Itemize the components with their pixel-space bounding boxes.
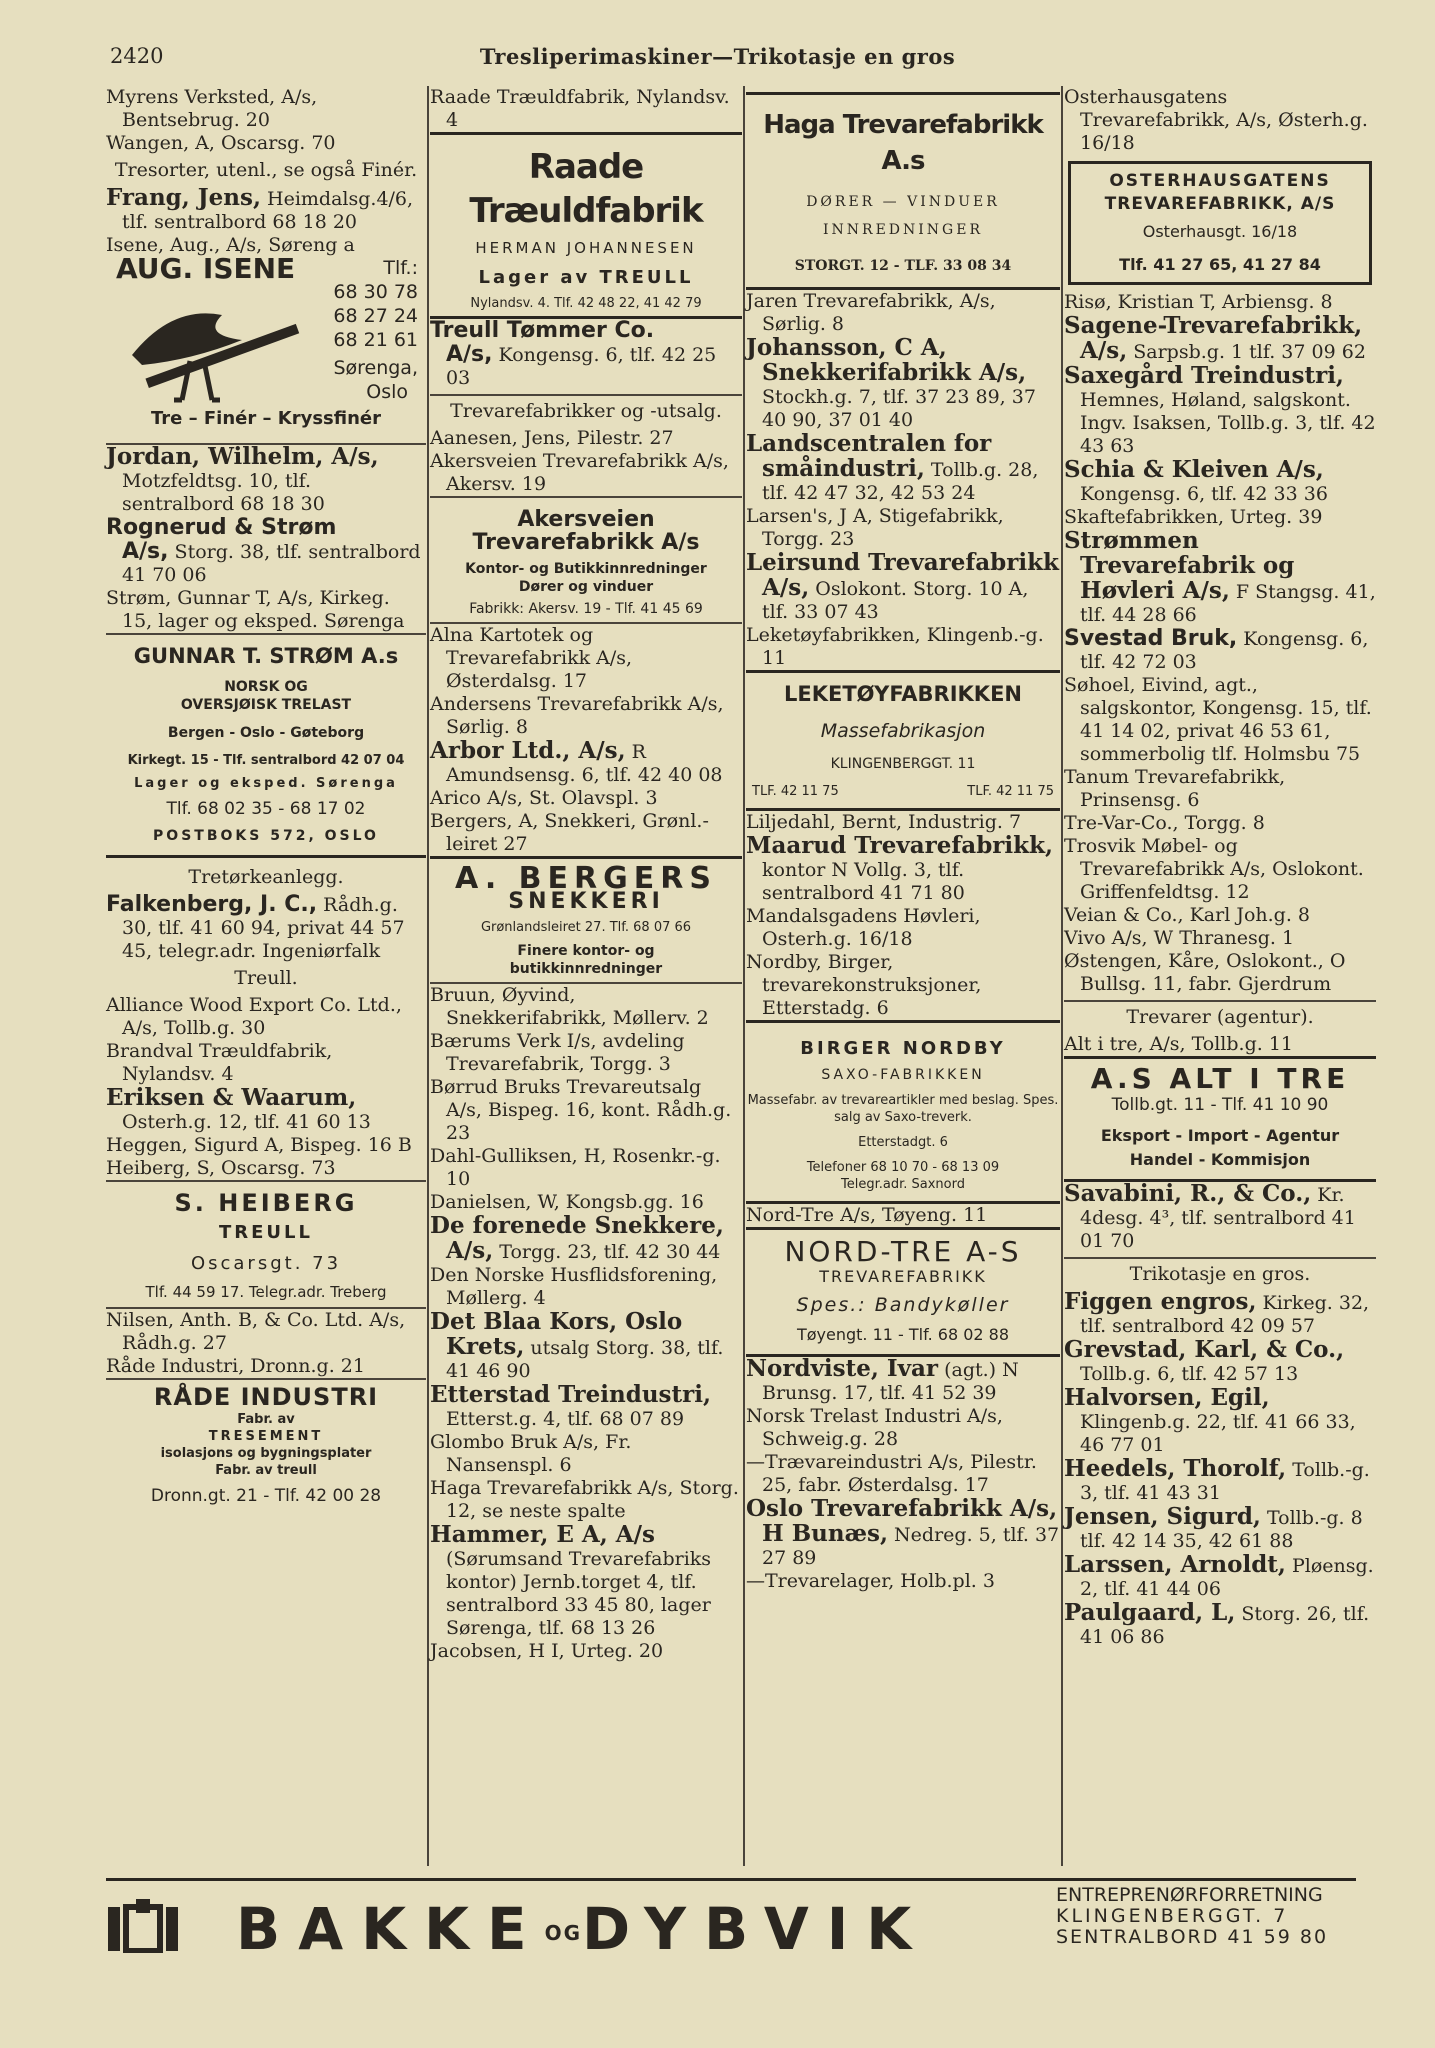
advertisement-akersveien <box>430 496 742 624</box>
page-header <box>110 44 1325 74</box>
listing-entry: Nord-Tre A/s, Tøyeng. 11 <box>746 1204 988 1226</box>
nordby-line: Massefabr. av trevareartikler med beslag. Spes. salg av Saxo-treverk. <box>747 1093 1059 1125</box>
listing-entry: Trosvik Møbel- og Trevarefabrikk A/s, Oslokont. Griffenfeldtsg. 12 <box>1064 835 1364 903</box>
isene-logo: AUG. ISENE <box>116 252 296 285</box>
divider <box>1064 1257 1376 1259</box>
alt-i-tre-line: Handel - Kommisjon <box>1129 1150 1311 1169</box>
rade-product: TRESEMENT <box>208 1429 324 1444</box>
leketoy-phones: TLF. 42 11 75 TLF. 42 11 75 <box>752 784 1054 799</box>
column-divider <box>1061 86 1063 1866</box>
category-heading: Trevarefabrikker og -utsalg. <box>450 400 722 422</box>
running-title: Tresliperimaskiner—Trikotasje en gros <box>479 44 956 69</box>
listing-entry: Jacobsen, H I, Urteg. 20 <box>430 1640 664 1662</box>
akersveien-line: Kontor- og Butikkinnredninger <box>465 561 707 577</box>
listing-entry: Grevstad, Karl, & Co., Tollb.g. 6, tlf. 42 57 13 <box>1064 1336 1345 1385</box>
advertisement-strom <box>106 633 426 858</box>
listing-entry: Søhoel, Eivind, agt., salgskontor, Kongensg. 15, tlf. 41 14 02, privat 46 53 61, sommerbolig tlf. Holmsbu 75 <box>1064 674 1372 765</box>
isene-place: Sørenga, <box>333 357 418 379</box>
listing-entry: Halvorsen, Egil, Klingenb.g. 22, tlf. 41 66 33, 46 77 01 <box>1064 1384 1356 1456</box>
leaf-logo-icon <box>112 265 312 405</box>
listing-entry: Jensen, Sigurd, Tollb.-g. 8 tlf. 42 14 35, 42 61 88 <box>1064 1503 1363 1552</box>
listing-entry: Hammer, E A, A/s (Sørumsand Trevarefabriks kontor) Jernb.torget 4, tlf. sentralbord 33 45 80, lager Sørenga, tlf. 68 13 26 <box>430 1521 712 1639</box>
advertisement-alt-i-tre <box>1064 1056 1376 1182</box>
haga-title: Haga Trevarefabrikk A.s <box>763 110 1043 176</box>
nordtre-subtitle: TREVAREFABRIKK <box>819 1267 987 1286</box>
listing-entry: Svestad Bruk, Kongensg. 6, tlf. 42 72 03 <box>1064 626 1369 673</box>
isene-tlf-2: 68 27 24 <box>333 305 418 327</box>
nordtre-title: NORD-TRE A-S <box>784 1235 1022 1268</box>
listing-entry: Liljedahl, Bernt, Industrig. 7 <box>746 811 1022 833</box>
bakke-dybvik-logo-icon <box>106 1899 180 1953</box>
nordby-address: Etterstadgt. 6 <box>858 1135 948 1150</box>
bergers-address: Grønlandsleiret 27. Tlf. 68 07 66 <box>480 920 692 935</box>
heiberg-treull: TREULL <box>219 1222 313 1243</box>
strom-line: NORSK OG <box>224 679 308 695</box>
listing-entry: De forenede Snekkere, A/s, Torgg. 23, tlf. 42 30 44 <box>430 1212 724 1264</box>
footer-contact <box>1056 1885 1328 1948</box>
listing-entry: Arbor Ltd., A/s, R Amundsensg. 6, tlf. 42 40 08 <box>430 737 723 786</box>
alt-i-tre-address: Tollb.gt. 11 - Tlf. 41 10 90 <box>1111 1095 1329 1115</box>
nordtre-special: Spes.: Bandykøller <box>796 1294 1010 1316</box>
advertisement-heiberg <box>106 1180 426 1309</box>
listing-entry: Etterstad Treindustri, Etterst.g. 4, tlf. 68 07 89 <box>430 1381 711 1430</box>
strom-line: OVERSJØISK TRELAST <box>180 697 352 713</box>
raade-owner: HERMAN JOHANNESEN <box>475 239 697 257</box>
divider <box>430 394 742 396</box>
footer-advertisement <box>106 1878 1356 1961</box>
heiberg-title: S. HEIBERG <box>174 1189 358 1217</box>
advertisement-leketoy <box>746 670 1060 811</box>
isene-city: Oslo <box>366 381 408 403</box>
listing-entry: Nordby, Birger, trevarekonstruksjoner, Etterstadg. 6 <box>746 951 982 1019</box>
strom-lager: Lager og eksped. Sørenga <box>134 776 398 791</box>
column-2 <box>430 86 742 1663</box>
listing-entry: Alna Kartotek og Trevarefabrikk A/s, Østerdalsg. 17 <box>430 624 633 692</box>
bergers-line: butikkinnredninger <box>509 961 663 977</box>
listing-entry: —Trævareindustri A/s, Pilestr. 25, fabr. Østerdalsg. 17 <box>746 1451 1037 1496</box>
listing-entry: Schia & Kleiven A/s, Kongensg. 6, tlf. 42 33 36 <box>1064 456 1328 505</box>
footer-line: ENTREPRENØRFORRETNING <box>1056 1884 1323 1906</box>
bergers-title: A. BERGERS <box>455 861 717 896</box>
listing-entry: Risø, Kristian T, Arbiensg. 8 <box>1064 291 1333 313</box>
category-heading: Trevarer (agentur). <box>1126 1006 1314 1028</box>
listing-entry: Tanum Trevarefabrikk, Prinsensg. 6 <box>1064 766 1286 811</box>
listing-entry: Paulgaard, L, Storg. 26, tlf. 41 06 86 <box>1064 1599 1370 1648</box>
raade-lager: Lager av TREULL <box>478 267 694 288</box>
nordby-telegram: Telegr.adr. Saxnord <box>841 1177 965 1192</box>
listing-entry: Vivo A/s, W Thranesg. 1 <box>1064 927 1295 949</box>
leketoy-title: LEKETØYFABRIKKEN <box>783 682 1022 706</box>
listing-entry: Larssen, Arnoldt, Pløensg. 2, tlf. 41 44 06 <box>1064 1551 1374 1600</box>
listing-entry: Saxegård Treindustri, Hemnes, Høland, salgskont. Ingv. Isaksen, Tollb.g. 3, tlf. 42 43 63 <box>1064 362 1376 457</box>
leketoy-address: KLINGENBERGGT. 11 <box>830 756 976 772</box>
strom-address: Kirkegt. 15 - Tlf. sentralbord 42 07 04 <box>127 753 405 768</box>
listing-entry: Arico A/s, St. Olavspl. 3 <box>430 787 658 809</box>
listing-entry: Frang, Jens, Heimdalsg.4/6, tlf. sentralbord 68 18 20 <box>106 184 414 233</box>
isene-tlf-1: 68 30 78 <box>333 281 418 303</box>
isene-tlf-3: 68 21 61 <box>333 329 418 351</box>
bergers-snekkeri: SNEKKERI <box>508 889 664 914</box>
osterhaus-title-2: TREVAREFABRIKK, A/S <box>1104 194 1336 214</box>
listing-entry: Bærums Verk I/s, avdeling Trevarefabrik, Torgg. 3 <box>430 1030 685 1075</box>
nordby-subtitle: SAXO-FABRIKKEN <box>821 1067 985 1083</box>
rade-line: Fabr. av treull <box>215 1463 317 1478</box>
listing-entry: Bruun, Øyvind, Snekkerifabrikk, Møllerv. 2 <box>430 984 709 1029</box>
listing-entry: Larsen's, J A, Stigefabrikk, Torgg. 23 <box>746 505 1004 550</box>
category-heading: Tretørkeanlegg. <box>188 866 344 888</box>
haga-line: DØRER — VINDUER <box>806 194 1000 210</box>
listing-entry: Dahl-Gulliksen, H, Rosenkr.-g. 10 <box>430 1145 721 1190</box>
rade-address: Dronn.gt. 21 - Tlf. 42 00 28 <box>150 1486 382 1506</box>
akersveien-line: Dører og vinduer <box>518 579 654 595</box>
leketoy-line: Massefabrikasjon <box>820 720 986 742</box>
listing-entry: Falkenberg, J. C., Rådh.g. 30, tlf. 41 60 94, privat 44 57 45, telegr.adr. Ingeniørfalk <box>106 892 405 962</box>
bergers-line: Finere kontor- og <box>517 943 655 959</box>
rade-title: RÅDE INDUSTRI <box>153 1383 379 1411</box>
category-heading: Treull. <box>234 967 298 989</box>
listing-entry: Børrud Bruks Trevareutsalg A/s, Bispeg. 16, kont. Rådh.g. 23 <box>430 1076 732 1144</box>
listing-entry: Danielsen, W, Kongsb.gg. 16 <box>430 1191 704 1213</box>
column-1 <box>106 86 426 1512</box>
listing-entry: Heggen, Sigurd A, Bispeg. 16 B <box>106 1134 412 1156</box>
listing-entry: Leketøyfabrikken, Klingenb.-g. 11 <box>746 624 1044 669</box>
footer-phone: SENTRALBORD 41 59 80 <box>1056 1926 1329 1948</box>
heiberg-phone: Tlf. 44 59 17. Telegr.adr. Treberg <box>145 1283 387 1301</box>
listing-entry: Skaftefabrikken, Urteg. 39 <box>1064 506 1323 528</box>
raade-address: Nylandsv. 4. Tlf. 42 48 22, 41 42 79 <box>470 296 702 311</box>
strom-postbox: POSTBOKS 572, OSLO <box>153 828 379 844</box>
listing-entry: Veian & Co., Karl Joh.g. 8 <box>1064 904 1310 926</box>
haga-line: INNREDNINGER <box>823 222 983 238</box>
akersveien-title: Akersveien <box>517 507 655 532</box>
listing-entry: Eriksen & Waarum, Osterh.g. 12, tlf. 41 60 13 <box>106 1084 371 1133</box>
listing-entry: Leirsund Trevarefabrikk A/s, Oslokont. Storg. 10 A, tlf. 33 07 43 <box>746 549 1059 623</box>
category-heading: Tresorter, utenl., se også Finér. <box>114 159 418 181</box>
osterhaus-address: Osterhausgt. 16/18 <box>1142 222 1298 241</box>
listing-entry: Savabini, R., & Co., Kr. 4desg. 4³, tlf. sentralbord 41 01 70 <box>1064 1180 1356 1252</box>
listing-entry: Mandalsgadens Høvleri, Osterh.g. 16/18 <box>746 905 981 950</box>
rade-line: Fabr. av <box>237 1412 295 1427</box>
footer-address: KLINGENBERGGT. 7 <box>1056 1905 1289 1927</box>
osterhaus-title: OSTERHAUSGATENS <box>1109 171 1331 191</box>
listing-entry: Figgen engros, Kirkeg. 32, tlf. sentralbord 42 09 57 <box>1064 1288 1370 1337</box>
strom-cities: Bergen - Oslo - Gøteborg <box>167 725 365 741</box>
listing-entry: Brandval Træuldfabrik, Nylandsv. 4 <box>106 1040 333 1085</box>
listing-entry: Alt i tre, A/s, Tollb.g. 11 <box>1064 1033 1293 1055</box>
column-3 <box>746 86 1060 1593</box>
listing-entry: Nordviste, Ivar (agt.) N Brunsg. 17, tlf. 41 52 39 <box>746 1355 1019 1404</box>
rade-line: isolasjons og bygningsplater <box>160 1446 372 1461</box>
advertisement-raade <box>430 132 742 319</box>
advertisement-rade <box>106 1378 426 1512</box>
advertisement-osterhaus <box>1068 161 1372 285</box>
listing-entry: Østengen, Kåre, Oslokont., O Bullsg. 11, fabr. Gjerdrum <box>1064 950 1346 995</box>
divider <box>1064 1000 1376 1002</box>
listing-entry: Råde Industri, Dronn.g. 21 <box>106 1355 365 1377</box>
listing-entry: Akersveien Trevarefabrikk A/s, Akersv. 19 <box>430 450 729 495</box>
osterhaus-phones: Tlf. 41 27 65, 41 27 84 <box>1119 255 1321 274</box>
nordby-phones: Telefoner 68 10 70 - 68 13 09 <box>806 1160 1000 1175</box>
isene-tlf-label: Tlf.: <box>383 257 418 279</box>
listing-entry: Andersens Trevarefabrikk A/s, Sørlig. 8 <box>430 693 724 738</box>
alt-i-tre-title: A.S ALT I TRE <box>1090 1062 1350 1095</box>
listing-entry: Bergers, A, Snekkeri, Grønl.-leiret 27 <box>430 810 709 855</box>
strom-phones: Tlf. 68 02 35 - 68 17 02 <box>166 799 366 819</box>
listing-entry: Raade Træuldfabrik, Nylandsv. 4 <box>430 86 730 131</box>
nordtre-address: Tøyengt. 11 - Tlf. 68 02 88 <box>796 1325 1010 1344</box>
advertisement-isene <box>106 252 426 445</box>
listing-entry: Den Norske Husflidsforening, Møllerg. 4 <box>430 1264 718 1309</box>
listing-entry: Landscentralen for småindustri, Tollb.g. 28, tlf. 42 47 32, 42 53 24 <box>746 430 1039 504</box>
akersveien-address: Fabrikk: Akersv. 19 - Tlf. 41 45 69 <box>469 601 703 617</box>
listing-entry: Jaren Trevarefabrikk, A/s, Sørlig. 8 <box>746 290 996 335</box>
alt-i-tre-line: Eksport - Import - Agentur <box>1100 1126 1340 1145</box>
raade-title: Raade Træuldfabrik <box>469 147 703 231</box>
column-divider <box>743 86 745 1866</box>
strom-title: GUNNAR T. STRØM A.s <box>133 644 399 668</box>
nordby-title: BIRGER NORDBY <box>800 1038 1006 1059</box>
listing-entry: Aanesen, Jens, Pilestr. 27 <box>430 427 674 449</box>
listing-entry: Strøm, Gunnar T, A/s, Kirkeg. 15, lager og eksped. Sørenga <box>106 587 405 632</box>
listing-entry: Treull Tømmer Co. A/s, Kongensg. 6, tlf. 42 25 03 <box>430 318 717 389</box>
akersveien-title-2: Trevarefabrikk A/s <box>472 530 700 555</box>
listing-entry: Oslo Trevarefabrikk A/s, H Bunæs, Nedreg. 5, tlf. 37 27 89 <box>746 1495 1060 1569</box>
heiberg-address: Oscarsgt. 73 <box>190 1253 342 1274</box>
listing-entry: Maarud Trevarefabrikk, kontor N Vollg. 3, tlf. sentralbord 41 71 80 <box>746 832 1054 904</box>
listing-entry: Osterhausgatens Trevarefabrikk, A/s, Østerh.g. 16/18 <box>1064 86 1368 154</box>
listing-entry: Johansson, C A, Snekkerifabrikk A/s, Stockh.g. 7, tlf. 37 23 89, 37 40 90, 37 01 40 <box>746 334 1036 431</box>
listing-entry: Strømmen Trevarefabrik og Høvleri A/s, F Stangsg. 41, tlf. 44 28 66 <box>1064 527 1376 626</box>
listing-entry: Wangen, A, Oscarsg. 70 <box>106 132 336 154</box>
haga-address: STORGT. 12 - TLF. 33 08 34 <box>794 258 1012 274</box>
listing-entry: Alliance Wood Export Co. Ltd., A/s, Tollb.g. 30 <box>106 994 402 1039</box>
listing-entry: Haga Trevarefabrikk A/s, Storg. 12, se neste spalte <box>430 1477 739 1522</box>
category-heading: Trikotasje en gros. <box>1129 1263 1311 1285</box>
listing-entry: Heedels, Thorolf, Tollb.-g. 3, tlf. 41 43 31 <box>1064 1455 1370 1504</box>
column-divider <box>427 86 429 1866</box>
advertisement-nordby <box>746 1020 1060 1204</box>
listing-entry: Rognerud & Strøm A/s, Storg. 38, tlf. sentralbord 41 70 06 <box>106 515 421 586</box>
column-4 <box>1064 86 1376 1649</box>
advertisement-bergers <box>430 856 742 984</box>
listing-entry: —Trevarelager, Holb.pl. 3 <box>746 1570 995 1592</box>
listing-entry: Tre-Var-Co., Torgg. 8 <box>1064 812 1265 834</box>
footer-brand: BAKKEOGDYBVIK <box>236 1895 930 1963</box>
listing-entry: Heiberg, S, Oscarsg. 73 <box>106 1157 336 1179</box>
listing-entry: Glombo Bruk A/s, Fr. Nansenspl. 6 <box>430 1431 632 1476</box>
page-number: 2420 <box>110 44 164 68</box>
listing-entry: Norsk Trelast Industri A/s, Schweig.g. 28 <box>746 1405 1003 1450</box>
listing-entry: Det Blaa Kors, Oslo Krets, utsalg Storg. 38, tlf. 41 46 90 <box>430 1308 724 1382</box>
listing-entry: Jordan, Wilhelm, A/s, Motzfeldtsg. 10, tlf. sentralbord 68 18 30 <box>106 443 379 515</box>
listing-entry: Sagene-Trevarefabrikk, A/s, Sarpsb.g. 1 tlf. 37 09 62 <box>1064 312 1366 364</box>
listing-entry: Myrens Verksted, A/s, Bentsebrug. 20 <box>106 86 318 131</box>
advertisement-nordtre <box>746 1227 1060 1357</box>
advertisement-haga <box>746 92 1060 290</box>
listing-entry: Nilsen, Anth. B, & Co. Ltd. A/s, Rådh.g. 27 <box>106 1309 406 1354</box>
listing-entry: Isene, Aug., A/s, Søreng a <box>106 234 355 256</box>
isene-tagline: Tre – Finér – Kryssfinér <box>150 408 382 429</box>
